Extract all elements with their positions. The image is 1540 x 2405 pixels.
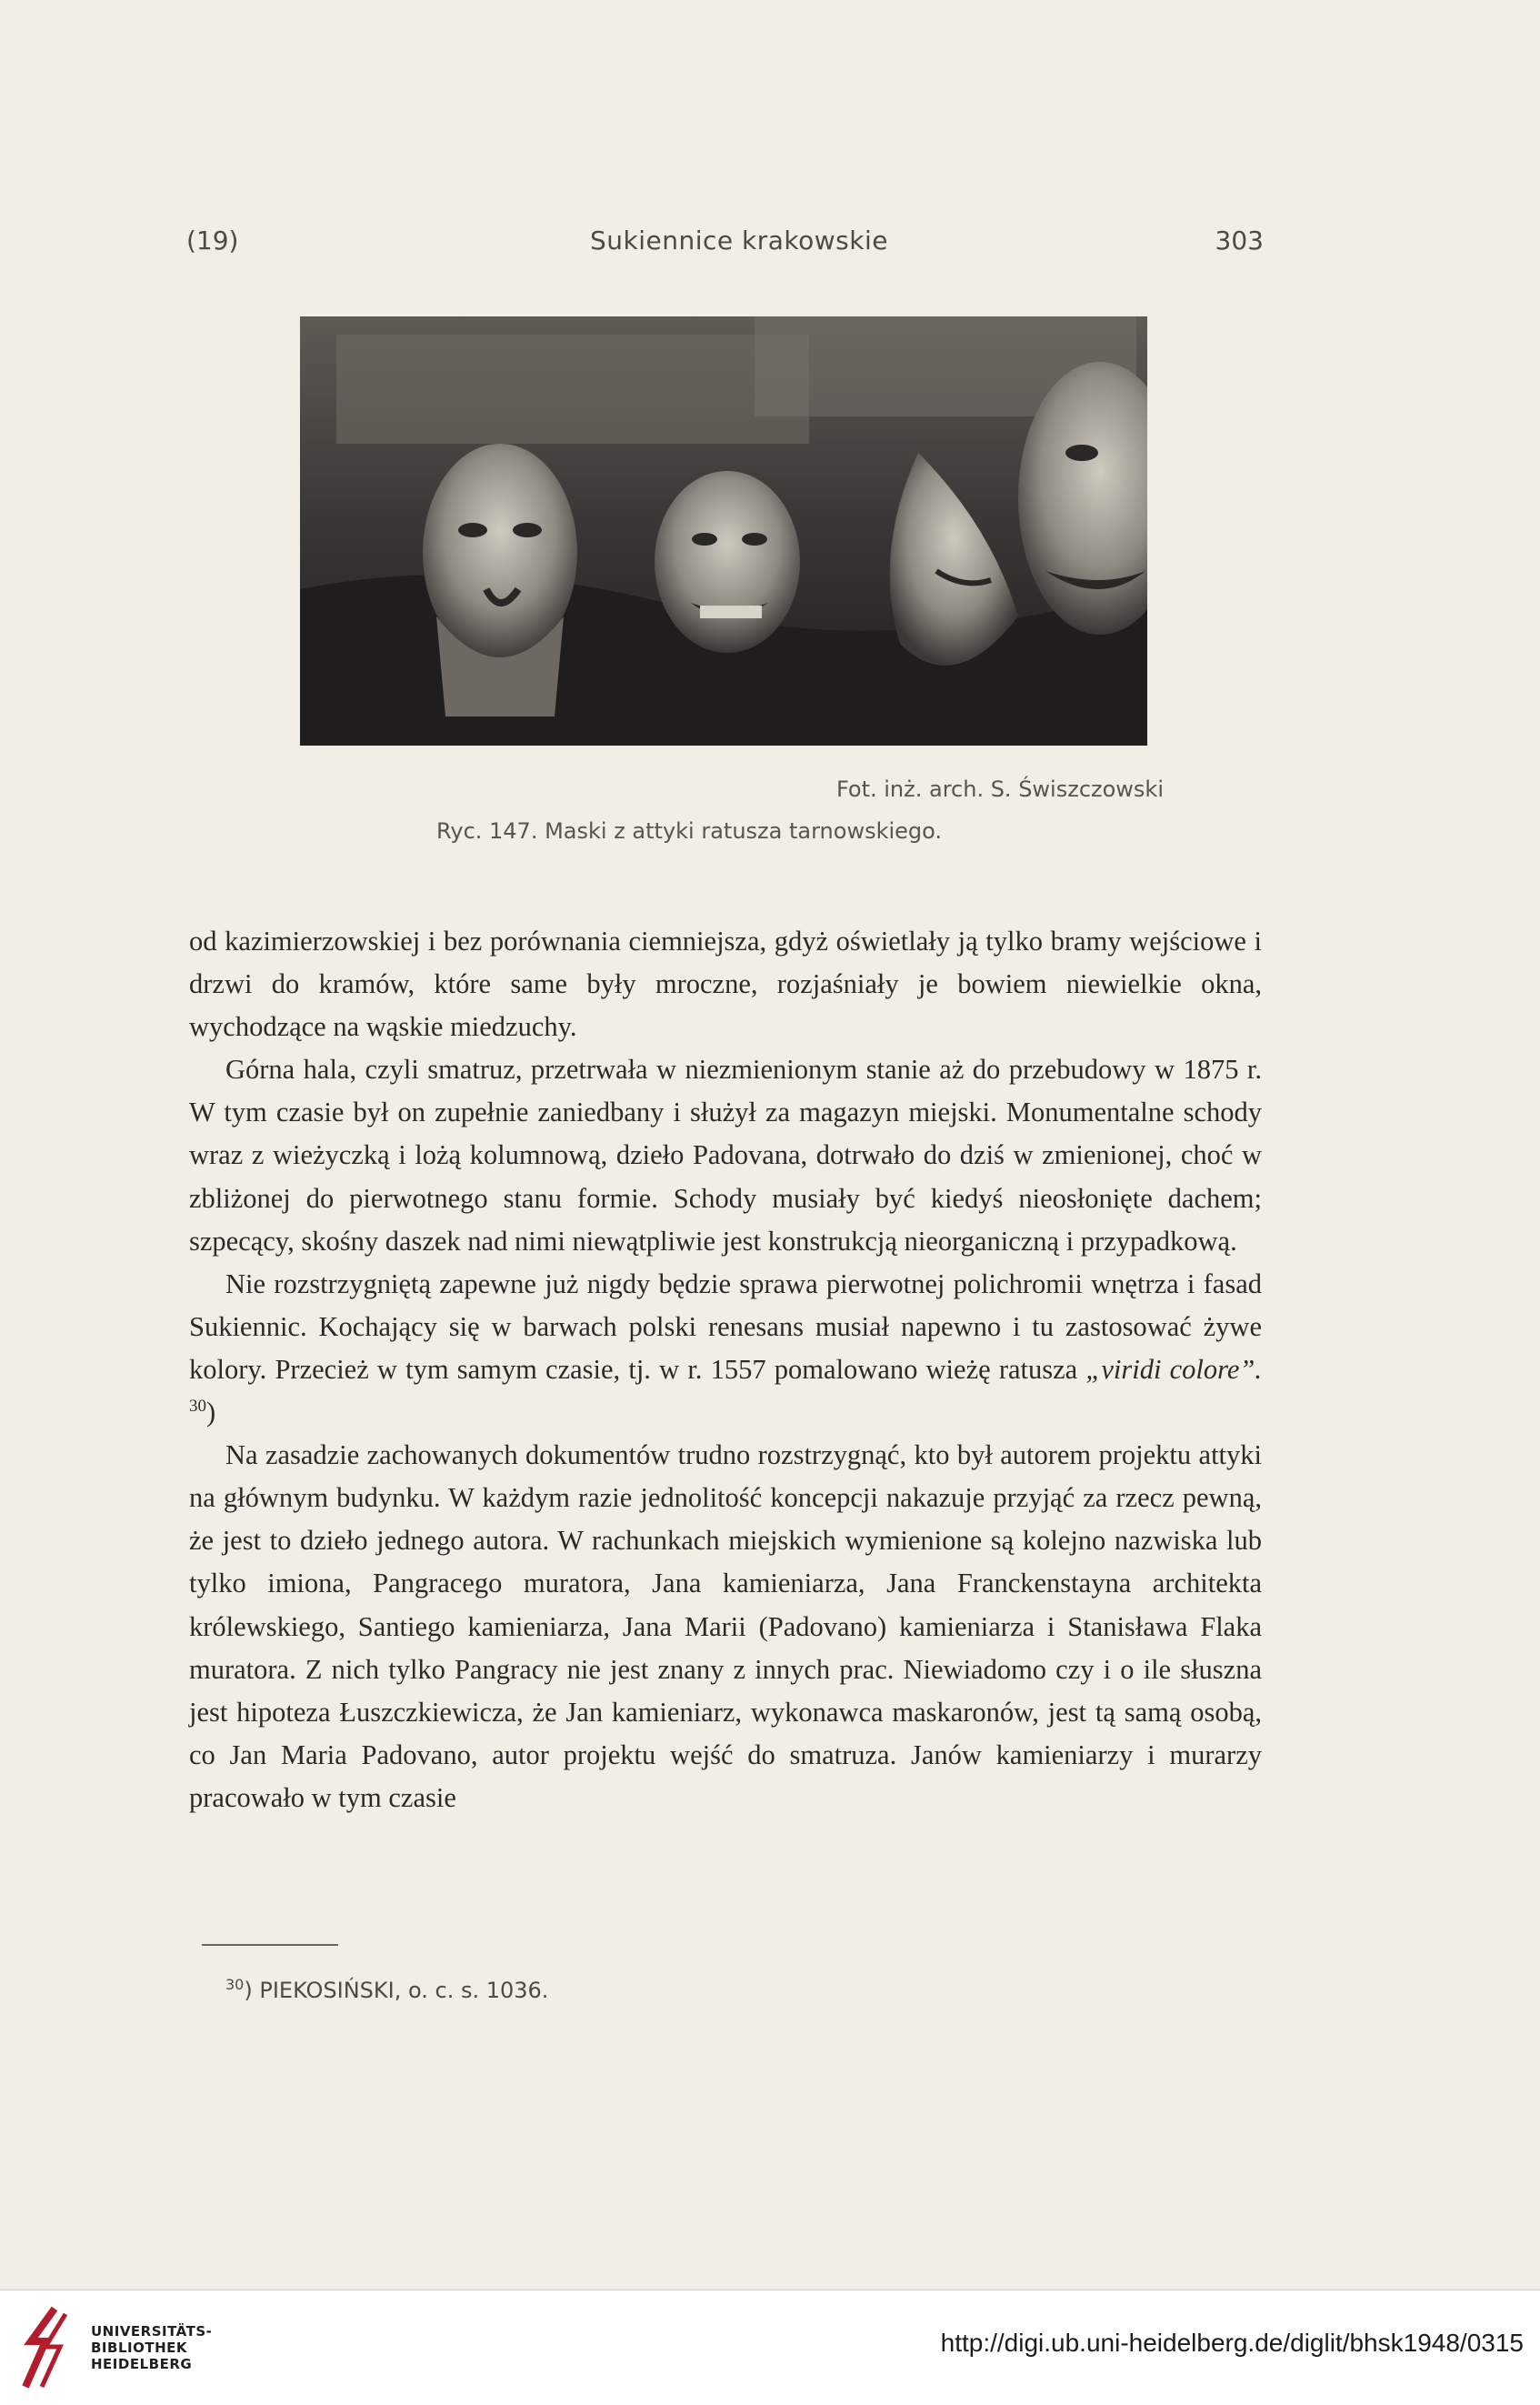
library-name-line: UNIVERSITÄTS-	[91, 2323, 213, 2340]
footnote-ref-paren: )	[206, 1397, 216, 1428]
photo-credit: Fot. inż. arch. S. Świszczowski	[835, 777, 1164, 802]
footnote	[225, 1978, 862, 2003]
mask-face-1	[423, 444, 577, 716]
library-name-line: BIBLIOTHEK	[91, 2340, 187, 2356]
paragraph: od kazimierzowskiej i bez porównania ciemniejsza, gdyż oświetlały ją tylko bramy wejściowe i drzwi do kramów, które same były mroczne, rozjaśniały je bowiem niewielkie okna, wychodzące na wąskie miedzuchy.	[189, 926, 1262, 1043]
paragraph-text: Nie rozstrzygniętą zapewne już nigdy będzie sprawa pierwotnej polichromii wnętrza i fasad Sukiennic. Kochający się w barwach polski renesans musiał napewno i tu zastosować żywe kolory. Przecież w tym samym czasie, tj. w r. 1557 pomalowano wieżę ratusza	[189, 1268, 1262, 1385]
paragraph	[189, 1263, 1262, 1434]
running-header	[186, 225, 1264, 267]
library-name-line: HEIDELBERG	[91, 2356, 193, 2372]
permalink-url[interactable]: http://digi.ub.uni-heidelberg.de/diglit/bhsk1948/0315	[940, 2329, 1524, 2357]
footnote-number-paren: )	[244, 1978, 253, 2003]
paragraph: Na zasadzie zachowanych dokumentów trudno rozstrzygnąć, kto był autorem projektu attyki na głównym budynku. W każdym razie jednolitość koncepcji nakazuje przyjąć za rzecz pewną, że jest to dzieło jednego autora. W rachunkach miejskich wymienione są kolejno nazwiska lub tylko imiona, Pangracego muratora, Jana kamieniarza, Jana Franckenstayna architekta królewskiego, Santiego kamieniarza, Jana Marii (Padovano) kamieniarza i Stanisława Flaka muratora. Z nich tylko Pangracy nie jest znany z innych prac. Niewiadomo czy i o ile słuszna jest hipoteza Łuszczkiewicza, że Jan kamieniarz, wykonawca maskaronów, jest tą samą osobą, co Jan Maria Padovano, autor projektu wejść do smatruza. Janów kamieniarzy i murarzy pracowało w tym czasie	[189, 1439, 1262, 1813]
latin-quote: „viridi colore”.	[1085, 1353, 1262, 1385]
footnote-reference: 30	[189, 1396, 206, 1416]
footnote-rule	[202, 1944, 338, 1946]
body-text	[189, 920, 1262, 1819]
footnote-text: PIEKOSIŃSKI, o. c. s. 1036.	[259, 1978, 549, 2003]
masks-photo-illustration	[300, 316, 1147, 746]
mask-face-2	[655, 471, 800, 653]
library-footer	[0, 2290, 1540, 2405]
library-logo-icon	[18, 2305, 78, 2390]
figure-caption: Ryc. 147. Maski z attyki ratusza tarnowskiego.	[436, 818, 943, 844]
paragraph: Górna hala, czyli smatruz, przetrwała w niezmienionym stanie aż do przebudowy w 1875 r. W tym czasie był on zupełnie zaniedbany i służył za magazyn miejski. Monumentalne schody wraz z wieżyczką i lożą kolumnową, dzieło Padovana, dotrwało do dziś w zmienionej, choć w zbliżonej do pierwotnego stanu formie. Schody musiały być kiedyś nieosłonięte dachem; szpecący, skośny daszek nad nimi niewątpliwie jest konstrukcją nieorganiczną i przypadkową.	[189, 1054, 1262, 1257]
figure-photo-masks	[300, 316, 1147, 746]
footnote-number: 30	[225, 1976, 245, 1993]
running-title: Sukiennice krakowskie	[590, 225, 888, 256]
page-number: 303	[1215, 225, 1264, 256]
page-label: (19)	[186, 225, 239, 256]
library-name	[91, 2323, 212, 2372]
